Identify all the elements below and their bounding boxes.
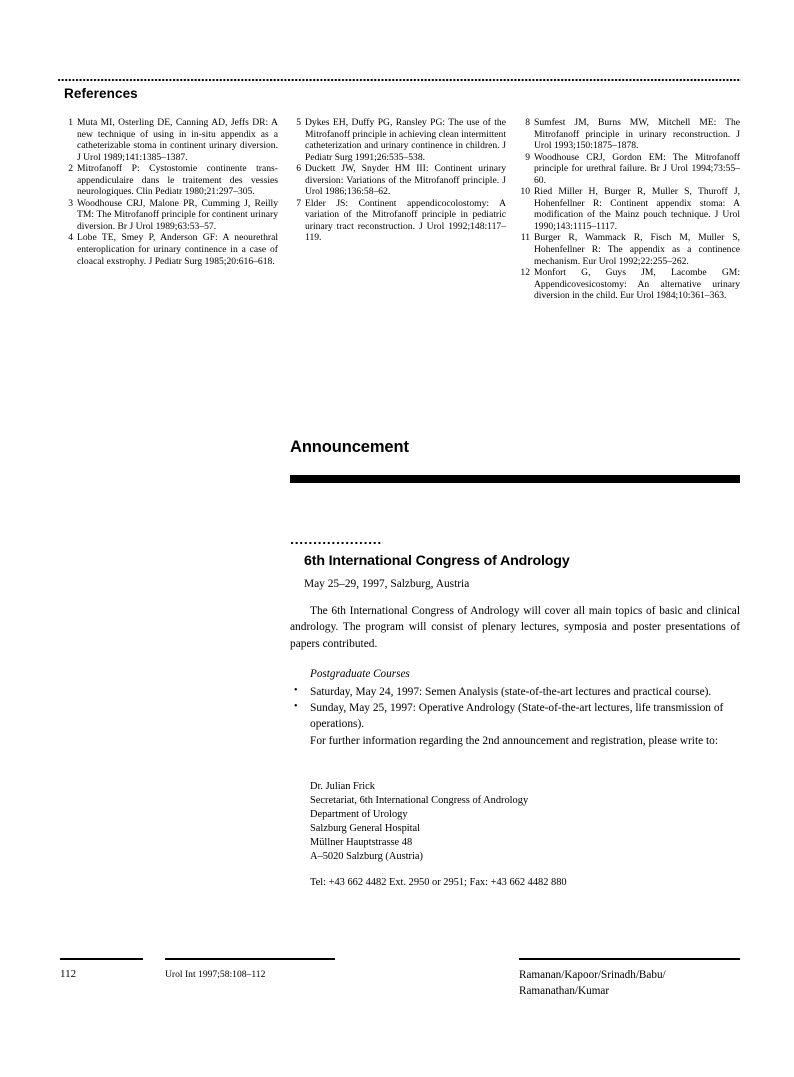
reference-number: 4 <box>68 232 73 244</box>
reference-item <box>516 186 740 232</box>
reference-item <box>516 267 740 302</box>
announcement-section-title: Announcement <box>290 438 409 456</box>
reference-text: Monfort G, Guys JM, Lacombe GM: Appendicovesicostomy: An alternative urinary diversion in the child. Eur Urol 1984;10:361–363. <box>534 267 740 302</box>
footer-rule-right <box>519 958 740 960</box>
reference-item <box>62 163 278 198</box>
reference-number: 9 <box>525 151 530 163</box>
references-column-3 <box>516 117 740 302</box>
announcement-body <box>290 603 740 763</box>
contact-department: Department of Urology <box>310 808 408 820</box>
reference-number: 1 <box>68 117 73 128</box>
reference-text: Woodhouse CRJ, Malone PR, Cumming J, Reilly TM: The Mitrofanoff principle for continent urinary diversion. Br J Urol 1989;63:53–57. <box>77 197 278 232</box>
bullet-icon: • <box>294 701 298 713</box>
journal-citation: Urol Int 1997;58:108–112 <box>165 969 266 980</box>
postgraduate-courses-list <box>290 684 740 733</box>
reference-number: 7 <box>296 197 301 209</box>
reference-text: Duckett JW, Snyder HM III: Continent urinary diversion: Variations of the Mitrofanoff principle. J Urol 1986;136:58–62. <box>305 163 506 198</box>
page-number: 112 <box>60 968 77 980</box>
contact-secretariat: Secretariat, 6th International Congress of Andrology <box>310 794 529 806</box>
reference-text: Lobe TE, Smey P, Anderson GF: A neourethral enteroplication for urinary continence in a case of cloacal exstrophy. J Pediatr Surg 1985;20:616–618. <box>77 232 278 267</box>
reference-number: 3 <box>68 197 73 209</box>
contact-city: A–5020 Salzburg (Austria) <box>310 850 423 862</box>
references-column-2 <box>290 117 506 244</box>
reference-number: 2 <box>68 163 73 175</box>
contact-name: Dr. Julian Frick <box>310 781 375 792</box>
congress-title: 6th International Congress of Andrology <box>304 553 570 569</box>
reference-text: Ried Miller H, Burger R, Muller S, Thuroff J, Hohenfellner R: Continent appendix stoma: A modification of the Mainz pouch technique. J Urol 1990;143:1115–1117. <box>534 186 740 232</box>
reference-text: Elder JS: Continent appendicocolostomy: A variation of the Mitrofanoff principle in pediatric urinary tract reconstruction. J Urol 1992;148:117–119. <box>305 197 506 244</box>
reference-text: Mitrofanoff P: Cystostomie continente trans-appendiculaire dans le traitement des vessies neurologiques. Clin Pediatr 1980;21:297–305. <box>77 163 278 198</box>
list-item <box>290 700 740 733</box>
list-item-text: Saturday, May 24, 1997: Semen Analysis (state-of-the-art lectures and practical course). <box>310 685 712 698</box>
announcement-black-bar <box>290 475 740 483</box>
reference-number: 8 <box>525 117 530 128</box>
footer-authors <box>519 967 666 999</box>
postgraduate-courses-heading: Postgraduate Courses <box>310 668 410 681</box>
footer-authors-line-1: Ramanan/Kapoor/Srinadh/Babu/ <box>519 969 666 981</box>
reference-text: Woodhouse CRJ, Gordon EM: The Mitrofanoff principle for urethral failure. Br J Urol 1994;73:55–60. <box>534 151 740 186</box>
reference-item <box>62 198 278 233</box>
list-item-text: Sunday, May 25, 1997: Operative Andrology (State-of-the-art lectures, life transmission of operations). <box>310 702 724 731</box>
contact-phone-fax: Tel: +43 662 4482 Ext. 2950 or 2951; Fax: +43 662 4482 880 <box>310 877 567 889</box>
footer-rule-left <box>60 958 143 960</box>
reference-item <box>516 117 740 152</box>
references-column-1 <box>62 117 278 267</box>
bullet-icon: • <box>294 684 298 696</box>
reference-item <box>62 232 278 267</box>
reference-number: 10 <box>520 186 530 198</box>
references-dotted-rule <box>58 79 741 82</box>
announcement-dotted-rule <box>291 542 383 545</box>
reference-item <box>290 117 506 163</box>
reference-number: 6 <box>296 163 301 175</box>
reference-text: Burger R, Wammack R, Fisch M, Muller S, Hohenfellner R: The appendix as a continence mechanism. Eur Urol 1992;22:255–262. <box>534 232 740 267</box>
announcement-intro-paragraph: The 6th International Congress of Andrology will cover all main topics of basic and clinical andrology. The program will consist of plenary lectures, symposia and poster presentations of papers contributed. <box>290 605 740 650</box>
references-heading: References <box>64 86 138 101</box>
reference-item <box>516 152 740 187</box>
footer-authors-line-2: Ramanathan/Kumar <box>519 985 610 997</box>
contact-address-block <box>310 780 567 890</box>
contact-hospital: Salzburg General Hospital <box>310 822 421 834</box>
further-information-paragraph: For further information regarding the 2nd announcement and registration, please write to: <box>310 734 719 747</box>
reference-item <box>516 232 740 267</box>
reference-number: 12 <box>520 267 530 279</box>
contact-street: Müllner Hauptstrasse 48 <box>310 836 413 848</box>
reference-number: 11 <box>520 232 530 244</box>
reference-text: Dykes EH, Duffy PG, Ransley PG: The use of the Mitrofanoff principle in achieving clean intermittent catheterization and urinary continence in children. J Pediatr Surg 1991;26:535–538. <box>305 117 506 163</box>
reference-item <box>290 198 506 244</box>
footer-rule-center <box>165 958 335 960</box>
list-item <box>290 684 740 700</box>
reference-text: Sumfest JM, Burns MW, Mitchell ME: The Mitrofanoff principle in urinary reconstruction. J Urol 1993;150:1875–1878. <box>534 117 740 152</box>
reference-text: Muta MI, Osterling DE, Canning AD, Jeffs DR: A new technique of using in in-situ appendix as a catheterizable stoma in continent urinary diversion. J Urol 1989;141:1385–1387. <box>77 117 278 163</box>
reference-item <box>290 163 506 198</box>
reference-number: 5 <box>296 117 301 128</box>
congress-date-location: May 25–29, 1997, Salzburg, Austria <box>304 578 470 590</box>
reference-item <box>62 117 278 163</box>
